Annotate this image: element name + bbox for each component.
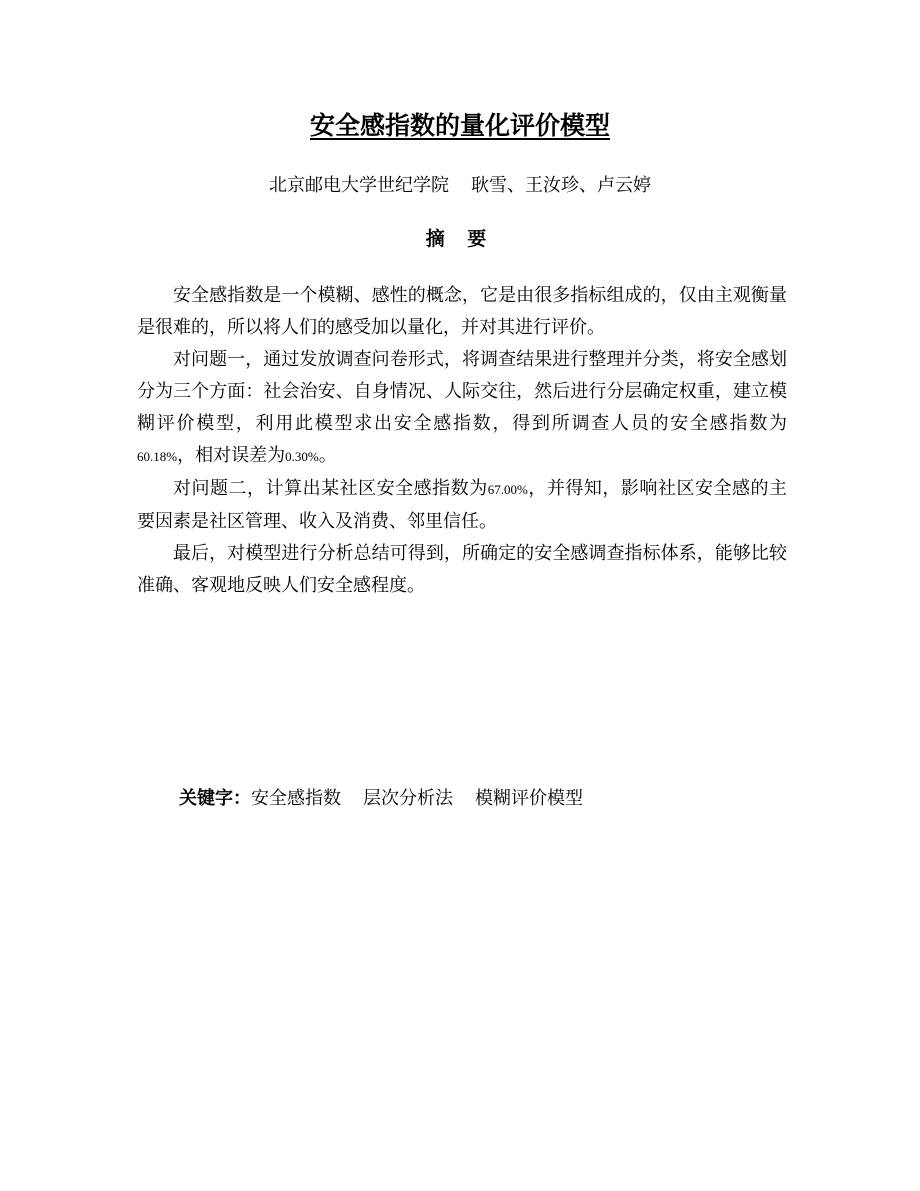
abstract-paragraph-3 xyxy=(137,473,787,538)
byline xyxy=(0,172,920,200)
abstract-p2-text-2: ，相对误差为 xyxy=(177,445,286,466)
abstract-p2-text-3: 。 xyxy=(318,445,337,466)
keywords-label: 关键字： xyxy=(179,788,251,809)
keyword-1: 安全感指数 xyxy=(251,788,341,809)
abstract-p2-text-1: 对问题一，通过发放调查问卷形式，将调查结果进行整理并分类，将安全感划分为三个方面：社会治安、自身情况、人际交往，然后进行分层确定权重，建立模糊评价模型，利用此模型求出安全感指数，得到所调查人员的安全感指数为 xyxy=(137,349,787,434)
keyword-2: 层次分析法 xyxy=(363,788,453,809)
community-index-value: 67.00% xyxy=(487,482,528,497)
security-index-value: 60.18% xyxy=(137,449,178,464)
abstract-p3-text-1: 对问题二，计算出某社区安全感指数为 xyxy=(173,478,488,499)
keywords-line xyxy=(179,785,799,813)
abstract-p3-text-2: ，并得知，影响社区安全感的主要因素是社区管理、收入及消费、邻里信任。 xyxy=(137,478,788,532)
relative-error-value: 0.30% xyxy=(285,449,319,464)
abstract-paragraph-1: 安全感指数是一个模糊、感性的概念，它是由很多指标组成的，仅由主观衡量是很难的，所以将人们的感受加以量化，并对其进行评价。 xyxy=(137,285,787,338)
abstract-paragraph-4: 最后，对模型进行分析总结可得到，所确定的安全感调查指标体系，能够比较准确、客观地反映人们安全感程度。 xyxy=(137,543,787,596)
keyword-3: 模糊评价模型 xyxy=(475,788,583,809)
affiliation: 北京邮电大学世纪学院 xyxy=(269,175,449,196)
paper-title-text: 安全感指数的量化评价模型 xyxy=(309,111,610,140)
abstract-heading: 摘 要 xyxy=(425,228,495,250)
abstract-body xyxy=(137,280,787,602)
abstract-paragraph-2 xyxy=(137,344,787,473)
paper-title xyxy=(0,108,920,144)
authors: 耿雪、王汝珍、卢云婷 xyxy=(471,175,651,196)
